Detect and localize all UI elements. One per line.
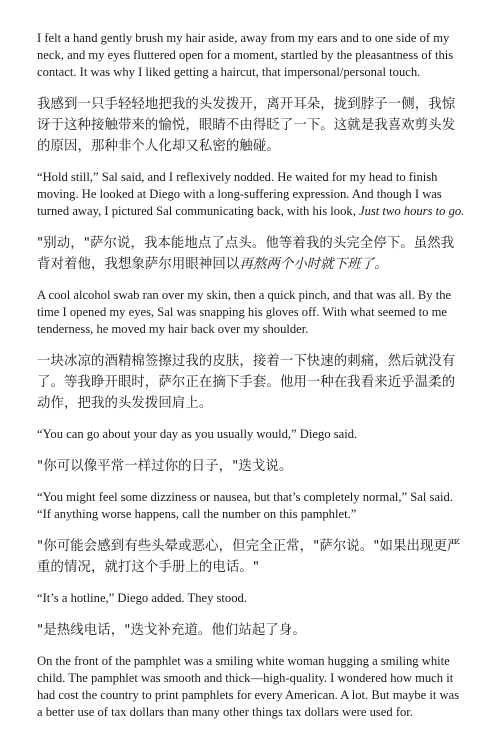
italic-phrase-zh: 再熬两个小时就下班了。 <box>239 257 388 272</box>
paragraph-zh-3: 一块冰凉的酒精棉签擦过我的皮肤，接着一下快速的刺痛，然后就没有了。等我睁开眼时，萨尔正在摘下手套。他用一种在我看来近乎温柔的动作，把我的头发拨回肩上。 <box>37 354 456 411</box>
paragraph-zh-1: 我感到一只手轻轻地把我的头发拨开，离开耳朵，拢到脖子一侧，我惊讶于这种接触带来的愉悦，眼睛不由得眨了一下。这就是我喜欢剪头发的原因，那种非个人化却又私密的触碰。 <box>37 97 456 154</box>
paragraph-en-1: I felt a hand gently brush my hair aside, away from my ears and to one side of my neck, and my eyes fluttered open for a moment, startled by the pleasantness of this contact. It was why I liked getting a haircut, that impersonal/personal touch. <box>37 31 454 79</box>
paragraph-en-6: “It’s a hotline,” Diego added. They stood. <box>37 591 247 605</box>
italic-phrase: Just two hours to go. <box>359 204 465 218</box>
paragraph-en-4: “You can go about your day as you usually would,” Diego said. <box>37 427 358 441</box>
paragraph-zh-2: "别动，"萨尔说，我本能地点了点头。他等着我的头完全停下。虽然我背对着他，我想象萨尔用眼神回以再熬两个小时就下班了。 <box>37 236 455 272</box>
document-page <box>37 30 467 734</box>
paragraph-zh-5: "你可能会感到有些头晕或恶心，但完全正常，"萨尔说。"如果出现更严重的情况，就打这个手册上的电话。" <box>37 539 461 575</box>
paragraph-zh-4: "你可以像平常一样过你的日子，"迭戈说。 <box>37 459 293 474</box>
paragraph-en-3: A cool alcohol swab ran over my skin, then a quick pinch, and that was all. By the time I opened my eyes, Sal was snapping his gloves off. With what seemed to me tenderness, he moved my hair back over my shoulder. <box>37 288 452 336</box>
paragraph-en-7: On the front of the pamphlet was a smiling white woman hugging a smiling white child. The pamphlet was smooth and thick—high-quality. I wondered how much it had cost the country to print pamphlets for every American. A lot. But maybe it was a better use of tax dollars than many other things tax dollars were used for. <box>37 654 460 719</box>
paragraph-en-5: “You might feel some dizziness or nausea, but that’s completely normal,” Sal said. “If anything worse happens, call the number on this pamphlet.” <box>37 490 453 521</box>
paragraph-zh-6: "是热线电话，"迭戈补充道。他们站起了身。 <box>37 623 306 638</box>
paragraph-en-2: “Hold still,” Sal said, and I reflexively nodded. He waited for my head to finish moving. He looked at Diego with a long-suffering expression. And though I was turned away, I pictured Sal communicating back, with his look, Just two hours to go. <box>37 170 465 218</box>
